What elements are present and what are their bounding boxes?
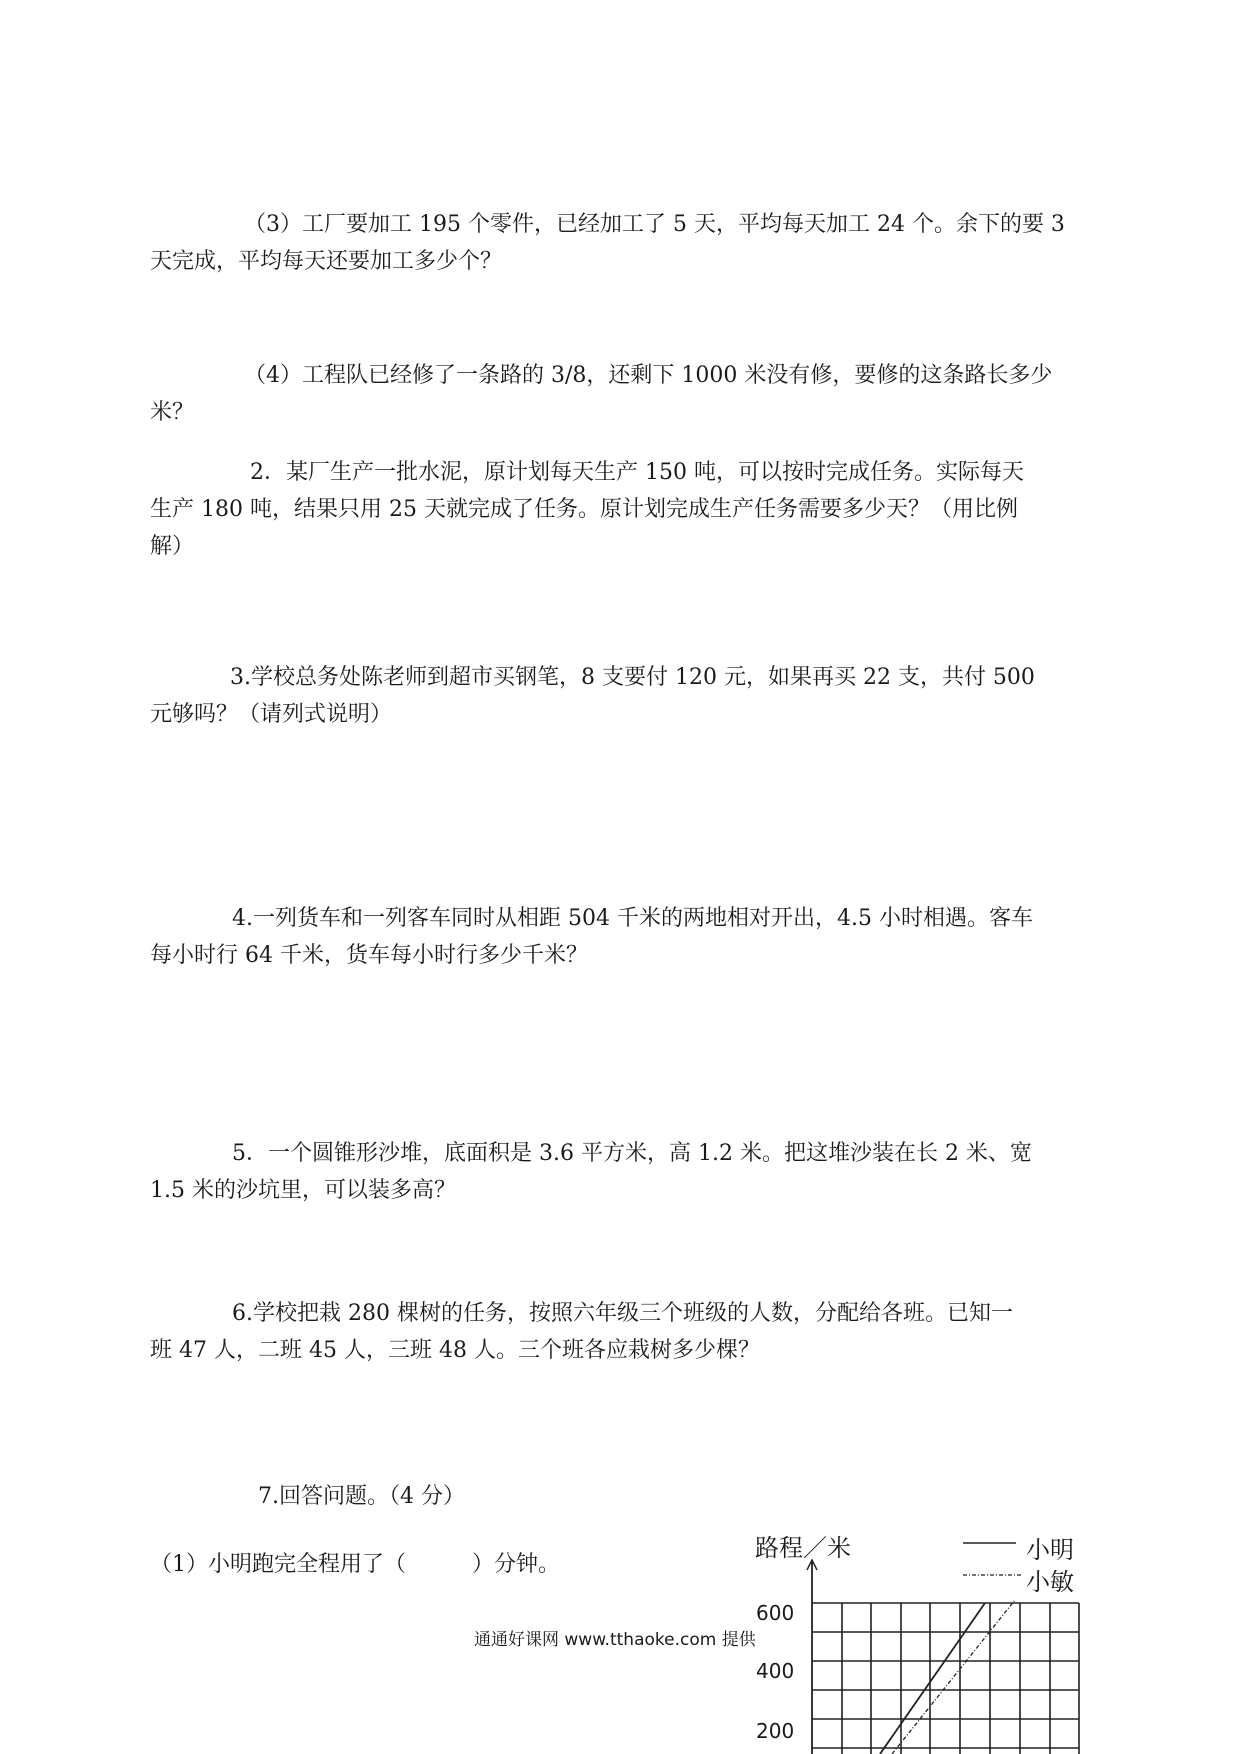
problem-text-line: （3）工厂要加工 195 个零件，已经加工了 5 天，平均每天加工 24 个。余下的要 3 <box>244 212 1065 237</box>
chart-grid <box>812 1603 1079 1754</box>
legend-label-xiaoming: 小明 <box>1026 1536 1074 1564</box>
problem-text-line: 班 47 人，二班 45 人，三班 48 人。三个班各应栽树多少棵？ <box>150 1338 760 1363</box>
y-tick-label: 600 <box>756 1601 795 1625</box>
problem-text-line: 解） <box>150 534 195 559</box>
chart-ylabel: 路程／米 <box>755 1534 851 1562</box>
series-xiaoming-line <box>880 1603 985 1754</box>
chart-plot <box>740 1520 1100 1754</box>
problem-text-line: 5．一个圆锥形沙堆，底面积是 3.6 平方米，高 1.2 米。把这堆沙装在长 2 米、宽 <box>232 1141 1032 1166</box>
problem-7-title: 7.回答问题。（4 分） <box>258 1484 465 1509</box>
problem-text-line: 生产 180 吨，结果只用 25 天就完成了任务。原计划完成生产任务需要多少天？（用比例 <box>150 497 1018 522</box>
problem-text-line: 2．某厂生产一批水泥，原计划每天生产 150 吨，可以按时完成任务。实际每天 <box>250 460 1024 485</box>
y-tick-label: 200 <box>756 1719 795 1743</box>
y-tick-label: 400 <box>756 1659 795 1683</box>
problem-text-line: 每小时行 64 千米，货车每小时行多少千米？ <box>150 943 588 968</box>
problem-1-4 <box>150 357 1126 431</box>
problem-text-line: 4.一列货车和一列客车同时从相距 504 千米的两地相对开出，4.5 小时相遇。客车 <box>232 906 1033 931</box>
problem-6 <box>150 1295 1126 1369</box>
problem-3 <box>150 659 1126 733</box>
problem-text-line: （1）小明跑完全程用了（ ）分钟。 <box>150 1552 560 1577</box>
page-footer: 通通好课网 www.tthaoke.com 提供 <box>474 1630 756 1650</box>
series-xiaomin-line <box>892 1600 1015 1754</box>
problem-1-3 <box>150 206 1126 280</box>
problem-text-line: 1.5 米的沙坑里，可以装多高？ <box>150 1178 456 1203</box>
problem-7 <box>150 1478 1126 1515</box>
distance-chart <box>740 1520 1100 1754</box>
problem-5 <box>150 1135 1126 1209</box>
problem-text-line: 6.学校把栽 280 棵树的任务，按照六年级三个班级的人数，分配给各班。已知一 <box>232 1301 1013 1326</box>
problem-2 <box>150 454 1126 565</box>
legend-label-xiaomin: 小敏 <box>1026 1568 1074 1596</box>
problem-text-line: 元够吗？（请列式说明） <box>150 702 393 727</box>
problem-text-line: （4）工程队已经修了一条路的 3/8，还剩下 1000 米没有修，要修的这条路长多少 <box>244 363 1053 388</box>
problem-text-line: 3.学校总务处陈老师到超市买钢笔，8 支要付 120 元，如果再买 22 支，共付 500 <box>230 665 1035 690</box>
problem-4 <box>150 900 1126 974</box>
problem-text-line: 米？ <box>150 400 195 425</box>
problem-text-line: 天完成，平均每天还要加工多少个？ <box>150 249 503 274</box>
